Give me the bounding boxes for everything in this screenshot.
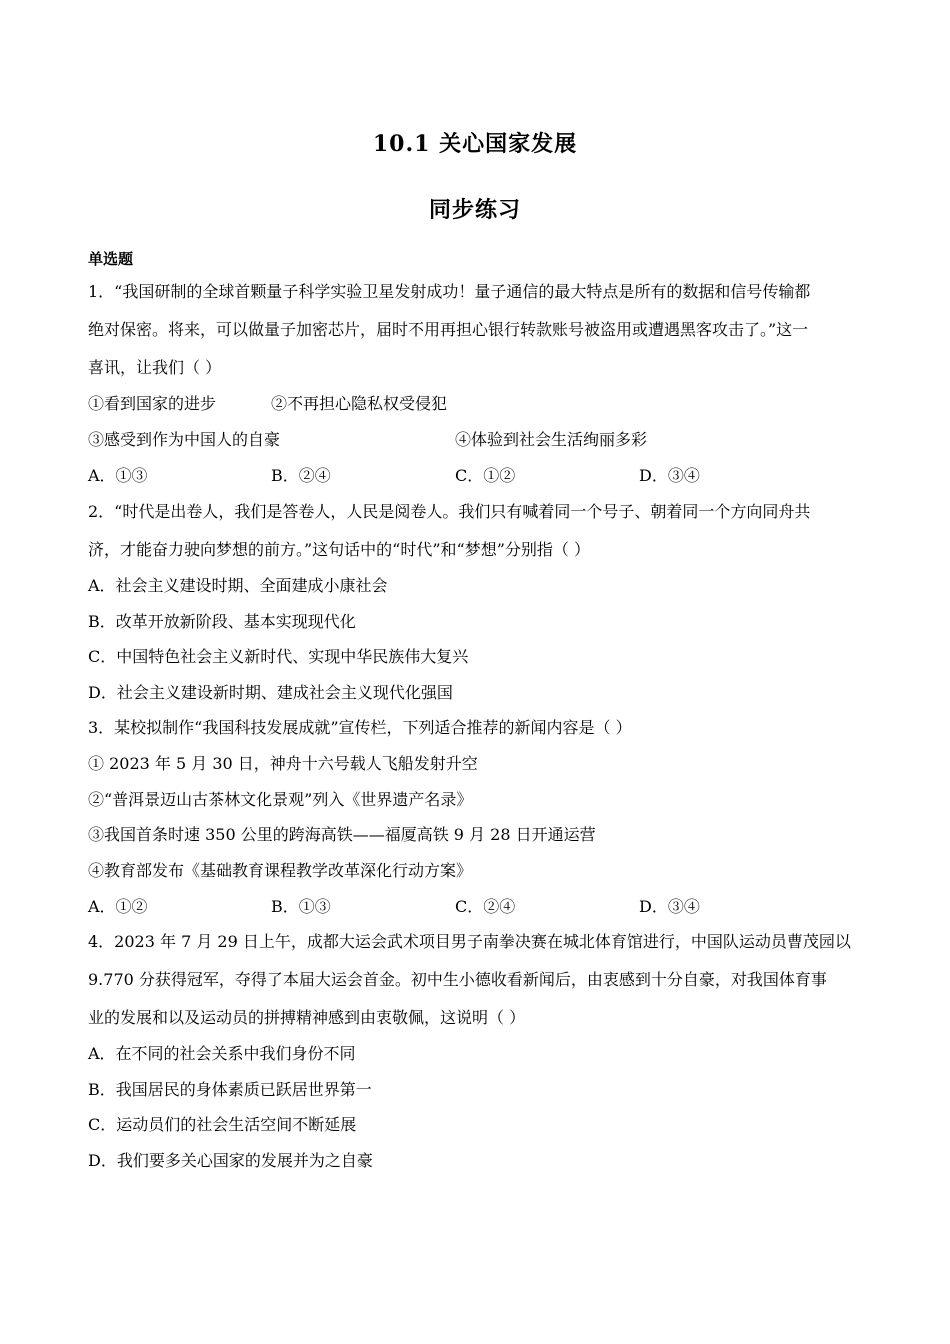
q1-stem-line: 喜讯，让我们（ ） xyxy=(88,358,222,377)
q3-item: ④教育部发布《基础教育课程教学改革深化行动方案》 xyxy=(88,861,473,880)
q1-item: ③感受到作为中国人的自豪 xyxy=(88,430,281,449)
q4-stem-line: 4．2023 年 7 月 29 日上午，成都大运会武术项目男子南拳决赛在城北体育馆进行，中国队运动员曹茂园以 xyxy=(88,932,851,951)
q3-stem-line: 3．某校拟制作“我国科技发展成就”宣传栏，下列适合推荐的新闻内容是（ ） xyxy=(88,718,632,737)
q1-option-b: B．②④ xyxy=(271,466,331,485)
q1-stem-line: 绝对保密。将来，可以做量子加密芯片，届时不用再担心银行转款账号被盗用或遭遇黑客攻击了。”这一 xyxy=(88,320,809,339)
q1-item: ②不再担心隐私权受侵犯 xyxy=(271,394,448,413)
q4-option-d: D．我们要多关心国家的发展并为之自豪 xyxy=(88,1151,373,1170)
doc-title: 10.1 关心国家发展 xyxy=(372,131,578,157)
q2-option-a: A．社会主义建设时期、全面建成小康社会 xyxy=(88,576,388,595)
q4-stem-line: 业的发展和以及运动员的拼搏精神感到由衷敬佩，这说明（ ） xyxy=(88,1008,526,1027)
q4-option-a: A．在不同的社会关系中我们身份不同 xyxy=(88,1044,356,1063)
q4-option-b: B．我国居民的身体素质已跃居世界第一 xyxy=(88,1080,372,1099)
doc-subtitle: 同步练习 xyxy=(428,197,521,223)
q1-option-c: C．①② xyxy=(455,466,516,485)
q2-option-d: D．社会主义建设新时期、建成社会主义现代化强国 xyxy=(88,683,453,702)
q2-stem-line: 2．“时代是出卷人，我们是答卷人，人民是阅卷人。我们只有喊着同一个号子、朝着同一个方向同舟共 xyxy=(88,502,811,521)
q3-item: ②“普洱景迈山古茶林文化景观”列入《世界遗产名录》 xyxy=(88,790,473,809)
q3-item: ③我国首条时速 350 公里的跨海高铁——福厦高铁 9 月 28 日开通运营 xyxy=(88,825,596,844)
q4-stem-line: 9.770 分获得冠军，夺得了本届大运会首金。初中生小德收看新闻后，由衷感到十分自豪，对我国体育事 xyxy=(88,970,827,989)
q1-item: ④体验到社会生活绚丽多彩 xyxy=(455,430,648,449)
q3-option-d: D．③④ xyxy=(639,897,700,916)
q3-item: ① 2023 年 5 月 30 日，神舟十六号载人飞船发射升空 xyxy=(88,754,478,773)
q2-option-c: C．中国特色社会主义新时代、实现中华民族伟大复兴 xyxy=(88,647,469,666)
section-heading: 单选题 xyxy=(88,250,134,268)
q1-option-d: D．③④ xyxy=(639,466,700,485)
q1-item: ①看到国家的进步 xyxy=(88,394,217,413)
q3-option-c: C．②④ xyxy=(455,897,516,916)
q3-option-a: A．①② xyxy=(88,897,148,916)
q2-option-b: B．改革开放新阶段、基本实现现代化 xyxy=(88,612,356,631)
q3-option-b: B．①③ xyxy=(271,897,331,916)
q1-option-a: A．①③ xyxy=(88,466,148,485)
q2-stem-line: 济，才能奋力驶向梦想的前方。”这句话中的“时代”和“梦想”分别指（ ） xyxy=(88,540,590,559)
q4-option-c: C．运动员们的社会生活空间不断延展 xyxy=(88,1115,357,1134)
q1-stem-line: 1．“我国研制的全球首颗量子科学实验卫星发射成功！量子通信的最大特点是所有的数据和信号传输都 xyxy=(88,282,811,301)
